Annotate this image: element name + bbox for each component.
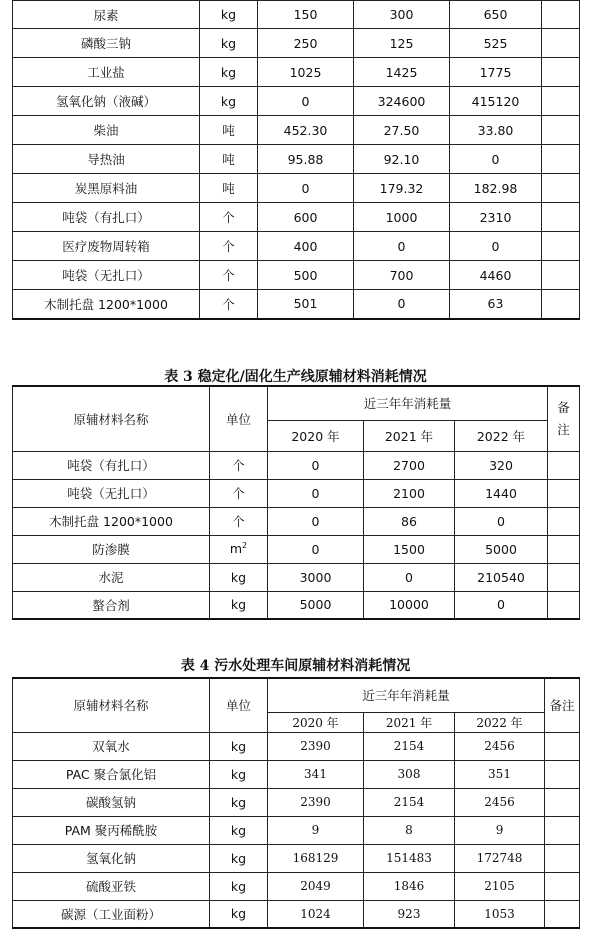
table4-value-2020: 9 [268, 816, 364, 844]
table4-unit-cell: kg [210, 816, 268, 844]
table2-remark-cell [542, 232, 580, 261]
table3-remark-cell [548, 451, 580, 479]
table3-value-2020: 0 [268, 507, 364, 535]
table2-name-cell: 医疗废物周转箱 [13, 232, 200, 261]
table4-caption: 表 4 污水处理车间原辅材料消耗情况 [180, 658, 411, 674]
table4-row [13, 788, 580, 816]
table4-value-2021: 923 [364, 900, 455, 928]
table2-value-2021: 92.10 [354, 145, 450, 174]
table2-value-2020: 452.30 [258, 116, 354, 145]
table2-value-2020: 1025 [258, 58, 354, 87]
table2-value-2022: 0 [450, 145, 542, 174]
table4-name-cell: 硫酸亚铁 [13, 872, 210, 900]
table4-header-2020: 2020 年 [268, 712, 364, 732]
table3-value-2022: 0 [455, 507, 548, 535]
table2-unit-cell: kg [200, 1, 258, 29]
table4-value-2022: 1053 [455, 900, 545, 928]
table4-header-group: 近三年年消耗量 [268, 678, 545, 712]
table4-remark-cell [545, 872, 580, 900]
table3-remark-cell [548, 507, 580, 535]
table2-value-2020: 400 [258, 232, 354, 261]
table2-value-2020: 95.88 [258, 145, 354, 174]
table4-value-2021: 2154 [364, 788, 455, 816]
table2-value-2022: 650 [450, 1, 542, 29]
table2-unit-cell: 个 [200, 232, 258, 261]
table3-row [13, 591, 580, 619]
table2-value-2022: 2310 [450, 203, 542, 232]
table2-remark-cell [542, 290, 580, 319]
table4-name-cell: 双氧水 [13, 732, 210, 760]
table2-row [13, 145, 580, 174]
table4-value-2021: 151483 [364, 844, 455, 872]
table4-value-2022: 351 [455, 760, 545, 788]
table4-unit-cell: kg [210, 900, 268, 928]
table2-value-2021: 125 [354, 29, 450, 58]
table4-header-name: 原辅材料名称 [13, 678, 210, 732]
table4-remark-cell [545, 760, 580, 788]
table2-remark-cell [542, 58, 580, 87]
table2-unit-cell: kg [200, 87, 258, 116]
table2-row [13, 232, 580, 261]
table2-name-cell: 磷酸三钠 [13, 29, 200, 58]
table4-remark-cell [545, 900, 580, 928]
table2-name-cell: 炭黑原料油 [13, 174, 200, 203]
table2-name-cell: 导热油 [13, 145, 200, 174]
table4-value-2022: 9 [455, 816, 545, 844]
table2-value-2021: 1000 [354, 203, 450, 232]
table3-value-2020: 0 [268, 535, 364, 563]
table3-row [13, 479, 580, 507]
table4-header-unit: 单位 [210, 678, 268, 732]
table4-name-cell: 碳源（工业面粉） [13, 900, 210, 928]
table2-row [13, 261, 580, 290]
table2-row [13, 203, 580, 232]
table2-value-2022: 0 [450, 232, 542, 261]
table3-header-name: 原辅材料名称 [13, 386, 210, 451]
table4-unit-cell: kg [210, 760, 268, 788]
table4-row [13, 900, 580, 928]
table3-value-2020: 0 [268, 451, 364, 479]
table3-name-cell: 水泥 [13, 563, 210, 591]
table2-value-2020: 600 [258, 203, 354, 232]
table3-header-2022: 2022 年 [455, 420, 548, 451]
table4-unit-cell: kg [210, 844, 268, 872]
table2-value-2022: 4460 [450, 261, 542, 290]
table4-name-cell: 碳酸氢钠 [13, 788, 210, 816]
table4-value-2020: 2390 [268, 788, 364, 816]
table4-value-2021: 2154 [364, 732, 455, 760]
table2-body [13, 1, 580, 319]
table3-row [13, 563, 580, 591]
table3-remark-cell [548, 535, 580, 563]
table3-remark-cell [548, 591, 580, 619]
table4-value-2020: 1024 [268, 900, 364, 928]
table3-header-remark-2: 注 [557, 421, 570, 437]
table2-remark-cell [542, 1, 580, 29]
table3-value-2022: 5000 [455, 535, 548, 563]
table2-row [13, 116, 580, 145]
table4-value-2021: 1846 [364, 872, 455, 900]
table3-unit-cell: 个 [210, 479, 268, 507]
table4-row [13, 760, 580, 788]
table2-value-2021: 0 [354, 290, 450, 319]
table2-row [13, 29, 580, 58]
table4-row [13, 816, 580, 844]
table3-header-2021: 2021 年 [364, 420, 455, 451]
table3-header-remark [548, 386, 580, 451]
table3-value-2021: 1500 [364, 535, 455, 563]
table2-value-2020: 150 [258, 1, 354, 29]
table2-remark-cell [542, 174, 580, 203]
table2-value-2021: 179.32 [354, 174, 450, 203]
table2-value-2022: 525 [450, 29, 542, 58]
table2-remark-cell [542, 261, 580, 290]
table3-name-cell: 吨袋（有扎口） [13, 451, 210, 479]
table2-value-2020: 250 [258, 29, 354, 58]
table4-unit-cell: kg [210, 872, 268, 900]
table3-value-2021: 2700 [364, 451, 455, 479]
table3-unit-cell [210, 535, 268, 563]
table2-unit-cell: kg [200, 58, 258, 87]
table3-header-2020: 2020 年 [268, 420, 364, 451]
table3-value-2021: 2100 [364, 479, 455, 507]
table2-value-2022: 415120 [450, 87, 542, 116]
table2-remark-cell [542, 116, 580, 145]
table3-caption: 表 3 稳定化/固化生产线原辅材料消耗情况 [164, 369, 427, 385]
table2-row [13, 1, 580, 29]
table2-continued [12, 0, 580, 320]
table2-unit-cell: 吨 [200, 116, 258, 145]
table3-remark-cell [548, 563, 580, 591]
table4-remark-cell [545, 816, 580, 844]
table3-header-group: 近三年年消耗量 [268, 386, 548, 420]
table2-value-2022: 1775 [450, 58, 542, 87]
table2-value-2022: 182.98 [450, 174, 542, 203]
table2-remark-cell [542, 203, 580, 232]
table2-value-2022: 63 [450, 290, 542, 319]
table2-row [13, 290, 580, 319]
table3-name-cell: 螯合剂 [13, 591, 210, 619]
table3-name-cell: 防渗膜 [13, 535, 210, 563]
table3-unit-cell: 个 [210, 507, 268, 535]
table3-value-2021: 86 [364, 507, 455, 535]
table2-unit-cell: 个 [200, 290, 258, 319]
table3-value-2022: 0 [455, 591, 548, 619]
table3-row [13, 507, 580, 535]
table4-unit-cell: kg [210, 732, 268, 760]
table3-row [13, 535, 580, 563]
table2-value-2021: 1425 [354, 58, 450, 87]
table2-unit-cell: 个 [200, 203, 258, 232]
table2-value-2021: 300 [354, 1, 450, 29]
table3-value-2022: 1440 [455, 479, 548, 507]
table3-value-2020: 3000 [268, 563, 364, 591]
table3-row [13, 451, 580, 479]
table3-unit-cell: 个 [210, 451, 268, 479]
table4-unit-cell: kg [210, 788, 268, 816]
table2-value-2021: 700 [354, 261, 450, 290]
table3-value-2021: 0 [364, 563, 455, 591]
table4-row [13, 732, 580, 760]
table4 [12, 677, 580, 929]
table2-row [13, 87, 580, 116]
table4-name-cell: PAC 聚合氯化铝 [13, 760, 210, 788]
table2-name-cell: 吨袋（有扎口） [13, 203, 200, 232]
table2-unit-cell: 个 [200, 261, 258, 290]
table4-remark-cell [545, 844, 580, 872]
table4-value-2022: 2105 [455, 872, 545, 900]
table3-unit-exponent: 2 [242, 541, 248, 551]
table2-value-2021: 0 [354, 232, 450, 261]
table3-unit-cell: kg [210, 591, 268, 619]
table2-value-2022: 33.80 [450, 116, 542, 145]
table4-body [13, 732, 580, 928]
table4-value-2022: 2456 [455, 788, 545, 816]
table3-header-unit: 单位 [210, 386, 268, 451]
table3 [12, 385, 580, 620]
table3-unit-base: m [229, 541, 243, 557]
table3-body [13, 451, 580, 619]
table2-row [13, 58, 580, 87]
table4-value-2020: 341 [268, 760, 364, 788]
table2-remark-cell [542, 29, 580, 58]
table3-value-2020: 0 [268, 479, 364, 507]
table4-value-2022: 172748 [455, 844, 545, 872]
table2-unit-cell: 吨 [200, 145, 258, 174]
table3-name-cell: 吨袋（无扎口） [13, 479, 210, 507]
table4-value-2020: 168129 [268, 844, 364, 872]
table2-value-2021: 27.50 [354, 116, 450, 145]
table4-value-2020: 2390 [268, 732, 364, 760]
table4-value-2021: 308 [364, 760, 455, 788]
table4-value-2021: 8 [364, 816, 455, 844]
table4-name-cell: PAM 聚丙稀酰胺 [13, 816, 210, 844]
table4-remark-cell [545, 788, 580, 816]
table4-value-2020: 2049 [268, 872, 364, 900]
table2-remark-cell [542, 145, 580, 174]
table2-name-cell: 柴油 [13, 116, 200, 145]
table4-row [13, 844, 580, 872]
table2-name-cell: 吨袋（无扎口） [13, 261, 200, 290]
table4-value-2022: 2456 [455, 732, 545, 760]
table2-unit-cell: kg [200, 29, 258, 58]
table3-remark-cell [548, 479, 580, 507]
table4-name-cell: 氢氧化钠 [13, 844, 210, 872]
table3-unit-cell: kg [210, 563, 268, 591]
table4-header-2021: 2021 年 [364, 712, 455, 732]
table3-value-2022: 320 [455, 451, 548, 479]
table4-remark-cell [545, 732, 580, 760]
table2-value-2020: 0 [258, 87, 354, 116]
table4-header-2022: 2022 年 [455, 712, 545, 732]
table2-value-2020: 0 [258, 174, 354, 203]
table4-row [13, 872, 580, 900]
table3-name-cell: 木制托盘 1200*1000 [13, 507, 210, 535]
table2-name-cell: 木制托盘 1200*1000 [13, 290, 200, 319]
table2-row [13, 174, 580, 203]
table2-value-2021: 324600 [354, 87, 450, 116]
table3-value-2022: 210540 [455, 563, 548, 591]
table3-value-2021: 10000 [364, 591, 455, 619]
table2-value-2020: 501 [258, 290, 354, 319]
table2-name-cell: 氢氧化钠（液碱） [13, 87, 200, 116]
table2-name-cell: 尿素 [13, 1, 200, 29]
table2-unit-cell: 吨 [200, 174, 258, 203]
table2-remark-cell [542, 87, 580, 116]
table2-value-2020: 500 [258, 261, 354, 290]
table3-header-remark-1: 备 [557, 399, 570, 415]
table3-value-2020: 5000 [268, 591, 364, 619]
table4-header-remark: 备注 [545, 678, 580, 732]
table2-name-cell: 工业盐 [13, 58, 200, 87]
